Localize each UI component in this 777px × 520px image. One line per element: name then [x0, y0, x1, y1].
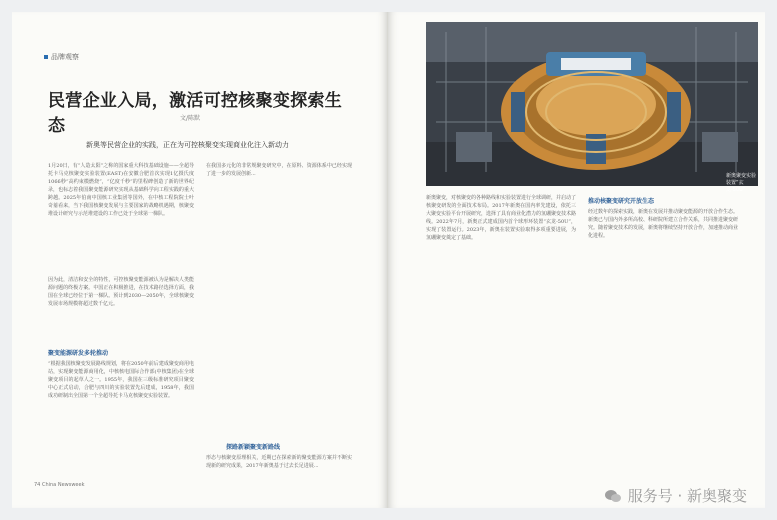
photo-caption: 新奥聚变实验装置“玄龙-50U” — [726, 173, 757, 193]
right-col1-text: 新奥聚变，对核聚变的各种路线和实验装置进行全球调研，并启动了核聚变研发的全面技术布局。2017年新奥在国内率先建设，依托三大聚变实验平台开展研究，选择了具有商业化潜力的氢硼聚变技术路线。2022年7月，新奥正式建成国内首个球形环装置“玄龙-50U”，实现了装置运行。2023年，新奥在装置实验取得多项重要进展，为氢硼聚变奠定了基础。 — [426, 195, 577, 241]
fusion-device-photo — [426, 22, 758, 193]
lede: 新奥等民营企业的实践，正在为可控核聚变实现商业化注入新动力 — [86, 141, 289, 149]
right-col2-subhead: 推动核聚变研究开放生态 — [588, 198, 655, 205]
page-folio: 74 China Newsweek — [34, 482, 85, 488]
section-tag — [44, 52, 79, 62]
watermark-text: 服务号 · 新奥聚变 — [627, 487, 747, 505]
section-tag-label: 品牌观察 — [51, 53, 79, 61]
col2-bottom-text: 形态与核聚变原理相关，近期已在探索新的聚变能源方案并不断实现新的研究成果，2017年新奥基于过去长足进展... — [206, 455, 352, 469]
headline: 民营企业入局，激活可控核聚变探索生态 — [48, 91, 343, 136]
watermark — [604, 485, 747, 506]
magazine-spread — [12, 12, 765, 508]
col1-subhead: 聚变能源研发多轮推动 — [48, 350, 109, 357]
right-col2-text: 经过数年的探索实践，新奥在发展并推动聚变能源的开放合作生态。新奥已与国内外多所高校、科研院所建立合作关系，共同推进聚变研究。随着聚变技术的发展，新奥将继续坚持开放合作，加速推动商业化进程。 — [588, 209, 739, 239]
right-page — [388, 12, 765, 508]
col2-subhead: 探路新颖聚变新路线 — [226, 444, 281, 451]
col2-top-text: 在我国多元化的非常规聚变研究中，在原料、资源体系中已经实现了进一步的发展创新... — [206, 163, 352, 177]
col1-bottom-text: “根据我国核聚变发展路线规划，将在2050年前后建成聚变商用电站，实现聚变能源商用化，中核核电国际合作部(中核集团)在全球聚变项目的起草人之一。1955年，我国在三级标准研究项目聚变中心正式启动，合肥与四川的实验装置先后建成，1958年，我国成功研制出全国第一个全超导托卡马克核聚变实验装置。 — [48, 361, 194, 399]
chat-bubble-icon — [604, 489, 622, 503]
col1-mid-text: 因为此，清洁和安全的特性，可控核聚变能源被认为是解决人类能源问题的终极方案。中国正在积极推进，在技术路径选择方面，我国在全球已经位于第一梯队。预计到2030—2050年，全球核聚变发展市场规模将超过数千亿元。 — [48, 277, 194, 307]
col1-top-text: 1月20日，有“人造太阳”之称的国家重大科技基础设施——全超导托卡马克核聚变实验装置(EAST)在安徽合肥首次实现1亿摄氏度1066秒“高约束模燃烧”，“亿度千秒”的里程碑创造了新的世界纪录，也标志着我国聚变能源研究实现从基础科学向工程实践的重大跨越。2025年伯南中国核工业集团等国外，在中核工程院院士叶奇蓁看来，当下我国核聚变发展与主要国家的战略机遇期，核聚变堆设计研究与示范堆建设的工作已处于全球第一梯队。 — [48, 163, 194, 217]
byline: 文/陈默 — [180, 115, 201, 122]
section-marker-icon — [44, 55, 48, 59]
left-page — [12, 12, 388, 508]
